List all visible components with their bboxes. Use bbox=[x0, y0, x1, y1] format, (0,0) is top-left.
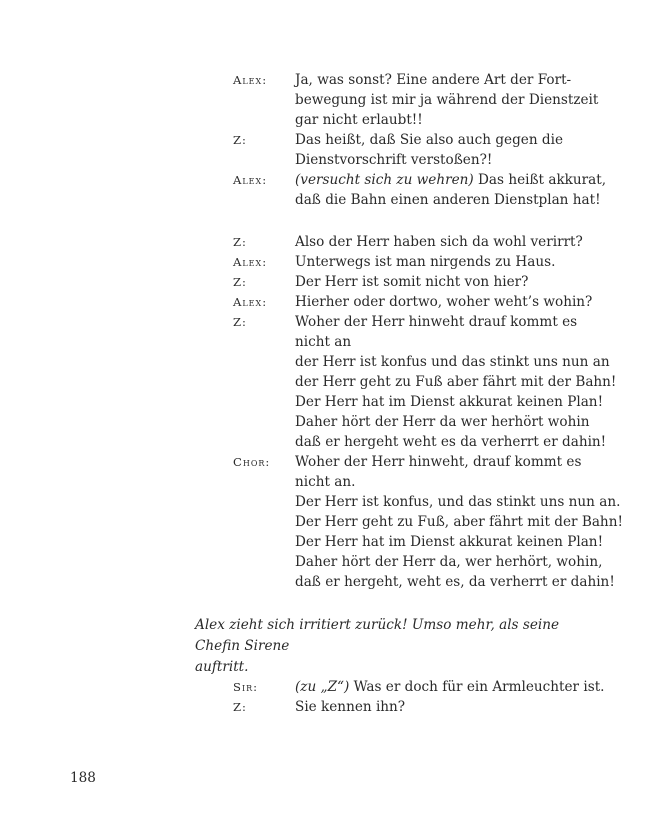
dialogue-text: Ja, was sonst? Eine andere Art der Fort- bbox=[295, 72, 572, 88]
dialogue-line bbox=[233, 292, 633, 312]
stage-direction-line-2: auftritt. bbox=[195, 659, 249, 675]
dialogue-text: daß die Bahn einen anderen Dienstplan hat! bbox=[295, 192, 601, 208]
dialogue-line bbox=[233, 432, 633, 452]
dialogue-line bbox=[233, 170, 633, 190]
speaker-name: Z: bbox=[233, 315, 247, 329]
dialogue-text: Der Herr geht zu Fuß, aber fährt mit der Bahn! bbox=[295, 514, 623, 530]
dialogue-text: Hierher oder dortwo, woher weht’s wohin? bbox=[295, 294, 593, 310]
dialogue-line bbox=[233, 90, 633, 110]
dialogue-text: Das heißt, daß Sie also auch gegen die bbox=[295, 132, 564, 148]
dialogue-line bbox=[233, 190, 633, 210]
dialogue-line bbox=[233, 472, 633, 492]
dialogue-text: Daher hört der Herr da, wer herhört, wohin, bbox=[295, 554, 603, 570]
dialogue-line bbox=[233, 352, 633, 372]
dialogue-line bbox=[233, 452, 633, 472]
dialogue-text bbox=[295, 170, 606, 190]
dialogue-line bbox=[233, 312, 633, 332]
dialogue-line bbox=[233, 412, 633, 432]
dialogue-text: Woher der Herr hinweht drauf kommt es bbox=[295, 314, 578, 330]
speaker-name: Alex: bbox=[233, 173, 268, 187]
dialogue-text: Der Herr hat im Dienst akkurat keinen Plan! bbox=[295, 534, 604, 550]
dialogue-line bbox=[233, 677, 633, 697]
dialogue-text: gar nicht erlaubt!! bbox=[295, 112, 423, 128]
dialogue-line bbox=[233, 572, 633, 592]
dialogue-line bbox=[233, 697, 633, 717]
dialogue-line bbox=[233, 552, 633, 572]
dialogue-line bbox=[233, 332, 633, 352]
speaker-name: Z: bbox=[233, 700, 247, 714]
dialogue-text: nicht an bbox=[295, 334, 352, 350]
dialogue-line bbox=[233, 512, 633, 532]
dialogue-text: daß er hergeht, weht es, da verherrt er dahin! bbox=[295, 574, 615, 590]
dialogue-text: daß er hergeht weht es da verherrt er dahin! bbox=[295, 434, 607, 450]
stage-direction-inline: (versucht sich zu wehren) bbox=[295, 172, 474, 188]
dialogue-text: Der Herr ist somit nicht von hier? bbox=[295, 274, 529, 290]
dialogue-text-rest: Was er doch für ein Armleuchter ist. bbox=[349, 679, 605, 695]
dialogue-text: Daher hört der Herr da wer herhört wohin bbox=[295, 414, 590, 430]
dialogue-block-2 bbox=[233, 232, 633, 592]
dialogue-line bbox=[233, 110, 633, 130]
dialogue-line bbox=[233, 372, 633, 392]
dialogue-text: Der Herr ist konfus, und das stinkt uns nun an. bbox=[295, 494, 621, 510]
dialogue-text: Also der Herr haben sich da wohl verirrt? bbox=[295, 234, 583, 250]
dialogue-line bbox=[233, 532, 633, 552]
speaker-name: Z: bbox=[233, 235, 247, 249]
dialogue-text: Der Herr hat im Dienst akkurat keinen Plan! bbox=[295, 394, 604, 410]
dialogue-line bbox=[233, 492, 633, 512]
dialogue-line bbox=[233, 130, 633, 150]
dialogue-block-1 bbox=[233, 70, 633, 210]
dialogue-text-rest: Das heißt akkurat, bbox=[473, 172, 607, 188]
stage-direction bbox=[195, 615, 595, 678]
dialogue-text: Sie kennen ihn? bbox=[295, 699, 406, 715]
dialogue-block-3 bbox=[233, 677, 633, 717]
speaker-name: Alex: bbox=[233, 255, 268, 269]
speaker-name: Z: bbox=[233, 133, 247, 147]
dialogue-text: Unterwegs ist man nirgends zu Haus. bbox=[295, 254, 556, 270]
dialogue-text: nicht an. bbox=[295, 474, 356, 490]
dialogue-text: Dienstvorschrift verstoßen?! bbox=[295, 152, 493, 168]
speaker-name: Chor: bbox=[233, 455, 271, 469]
speaker-name: Alex: bbox=[233, 73, 268, 87]
dialogue-line bbox=[233, 70, 633, 90]
dialogue-text bbox=[295, 677, 604, 697]
speaker-name: Alex: bbox=[233, 295, 268, 309]
speaker-name: Sir: bbox=[233, 680, 259, 694]
dialogue-text: der Herr geht zu Fuß aber fährt mit der Bahn! bbox=[295, 374, 617, 390]
dialogue-text: Woher der Herr hinweht, drauf kommt es bbox=[295, 454, 582, 470]
speaker-name: Z: bbox=[233, 275, 247, 289]
dialogue-text: der Herr ist konfus und das stinkt uns nun an bbox=[295, 354, 610, 370]
page-number: 188 bbox=[70, 770, 96, 786]
dialogue-line bbox=[233, 150, 633, 170]
stage-direction-inline: (zu „Z“) bbox=[295, 679, 350, 695]
dialogue-line bbox=[233, 272, 633, 292]
stage-direction-line-1: Alex zieht sich irritiert zurück! Umso mehr, als seine Chefin Sirene bbox=[195, 617, 560, 654]
dialogue-line bbox=[233, 392, 633, 412]
dialogue-line bbox=[233, 232, 633, 252]
dialogue-text: bewegung ist mir ja während der Dienstzeit bbox=[295, 92, 599, 108]
dialogue-line bbox=[233, 252, 633, 272]
